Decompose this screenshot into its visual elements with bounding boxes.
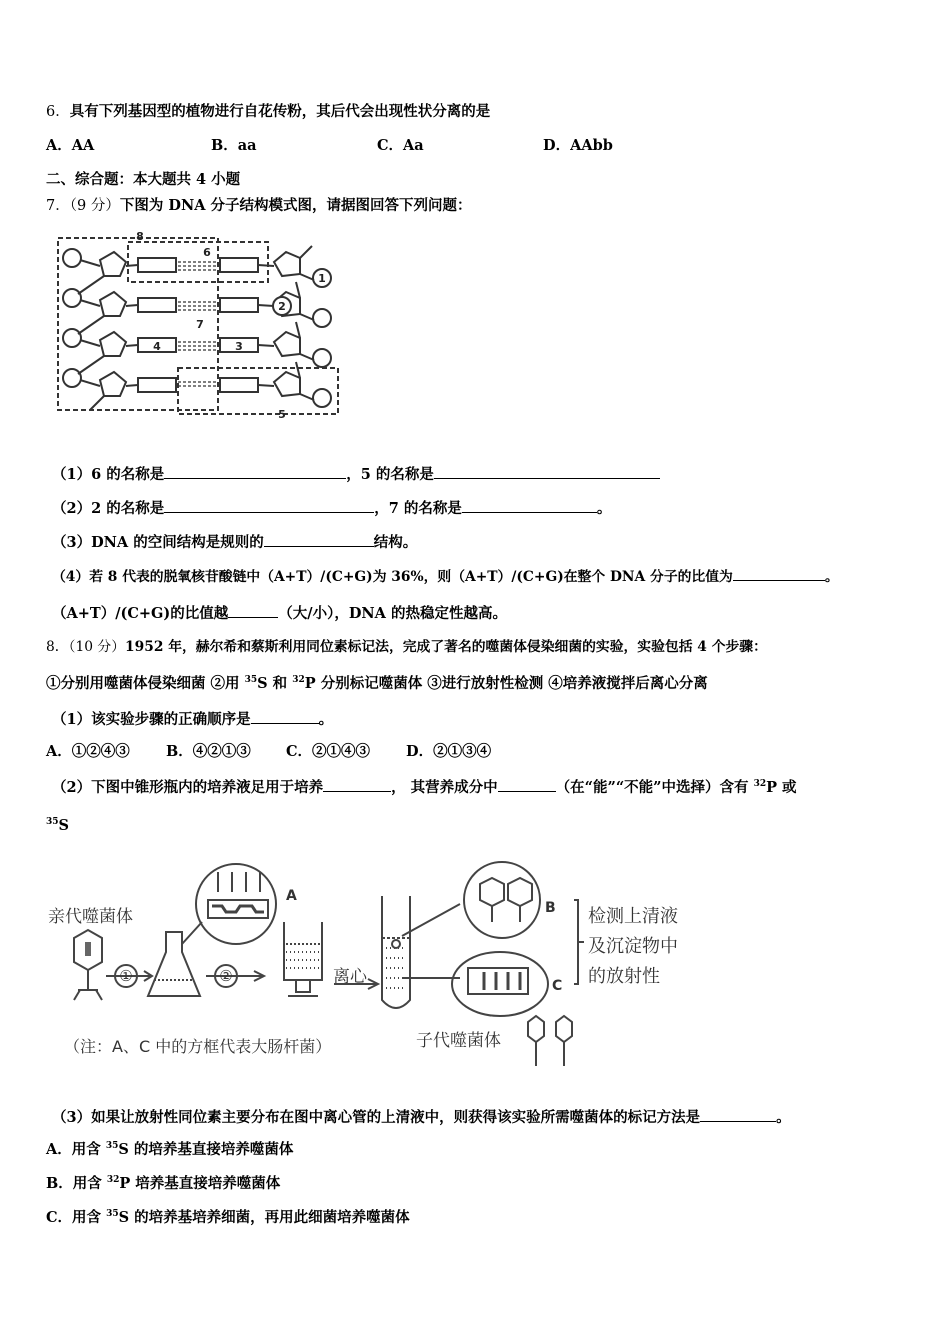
q8-sub3-option-b[interactable]: B．用含 $^{32}$P 培养基直接培养噬菌体	[46, 1175, 281, 1192]
q7-sub4-blank[interactable]	[733, 565, 825, 581]
dna-label-6: 6	[203, 246, 211, 259]
q8-sub1: （1）该实验步骤的正确顺序是 。	[52, 708, 333, 730]
dna-label-8: 8	[136, 230, 144, 243]
dna-label-2: 2	[278, 300, 286, 313]
fig-child-phage: 子代噬菌体	[416, 1031, 501, 1051]
q6-option-a[interactable]: A．AA	[46, 137, 95, 154]
phage-experiment-diagram	[40, 860, 720, 1072]
dna-label-4: 4	[153, 340, 161, 353]
fig-label-b: B	[545, 900, 556, 916]
q8-sub3-option-c[interactable]: C．用含 $^{35}$S 的培养基培养细菌，再用此细菌培养噬菌体	[46, 1209, 410, 1226]
dna-label-3: 3	[235, 340, 243, 353]
dna-structure-diagram	[50, 226, 350, 422]
q8-sub3-option-a[interactable]: A．用含 $^{35}$S 的培养基直接培养噬菌体	[46, 1141, 294, 1158]
q7-sub3: （3）DNA 的空间结构是规则的 结构。	[52, 531, 417, 553]
q8-sub2-blank-1[interactable]	[323, 776, 391, 792]
fig-note: （注：A、C 中的方框代表大肠杆菌）	[64, 1037, 332, 1056]
fig-step-2: ②	[219, 967, 233, 985]
q8-option-b[interactable]: B．④②①③	[166, 743, 251, 760]
fig-detect-line3: 的放射性	[588, 966, 660, 987]
q8-sub2-blank-2[interactable]	[498, 776, 556, 792]
q8-sub3-blank[interactable]	[700, 1106, 776, 1122]
dna-label-7: 7	[196, 318, 204, 331]
q8-option-d[interactable]: D．②①③④	[406, 743, 492, 760]
q8-sub3: （3）如果让放射性同位素主要分布在图中离心管的上清液中，则获得该实验所需噬菌体的标记方法是 。	[52, 1106, 791, 1128]
q6-option-d[interactable]: D．AAbb	[543, 137, 613, 154]
q8-sub2-tail: $^{35}$S	[46, 817, 70, 834]
q7-sub2-blank-2[interactable]	[462, 497, 597, 513]
q7-sub1-blank-2[interactable]	[434, 463, 660, 479]
q8-sub2: （2）下图中锥形瓶内的培养液足用于培养 ， 其营养成分中 （在“能”“不能”中选择）含有 $^{32}$P 或	[52, 776, 797, 798]
fig-centrifuge: 离心	[333, 967, 367, 987]
q8-steps: ①分别用噬菌体侵染细菌 ②用 $^{35}$S 和 $^{32}$P 分别标记噬菌体 ③进行放射性检测 ④培养液搅拌后离心分离	[46, 675, 708, 692]
q7-sub4: （4）若 8 代表的脱氧核苷酸链中（A+T）/(C+G)为 36%，则（A+T）/(C+G)在整个 DNA 分子的比值为 。	[52, 565, 839, 587]
q8-sub1-blank[interactable]	[251, 708, 319, 724]
q6-option-b[interactable]: B．aa	[211, 137, 257, 154]
q7-sub4-continued: （A+T）/(C+G)的比值越 （大/小），DNA 的热稳定性越高。	[52, 602, 507, 624]
q8-option-c[interactable]: C．②①④③	[286, 743, 371, 760]
q7-sub2-blank-1[interactable]	[164, 497, 374, 513]
fig-detect-line1: 检测上清液	[588, 906, 678, 927]
q7-sub4-blank-2[interactable]	[228, 602, 278, 618]
q6-stem: 6．具有下列基因型的植物进行自花传粉，其后代会出现性状分离的是	[46, 103, 491, 120]
dna-label-1: 1	[318, 272, 326, 285]
fig-label-a: A	[286, 888, 297, 904]
fig-label-c: C	[552, 978, 563, 994]
q7-stem: 7．（9 分）下图为 DNA 分子结构模式图，请据图回答下列问题：	[46, 197, 472, 214]
q8-stem: 8．（10 分）1952 年，赫尔希和蔡斯利用同位素标记法，完成了著名的噬菌体侵染细菌的实验，实验包括 4 个步骤：	[46, 639, 767, 655]
section-title: 二、综合题：本大题共 4 小题	[46, 171, 241, 188]
fig-step-1: ①	[119, 967, 133, 985]
q6-option-c[interactable]: C．Aa	[377, 137, 424, 154]
fig-detect-line2: 及沉淀物中	[588, 936, 678, 957]
q7-sub1-blank-1[interactable]	[164, 463, 346, 479]
q7-sub2: （2）2 的名称是 ，7 的名称是 。	[52, 497, 611, 519]
q8-option-a[interactable]: A．①②④③	[46, 743, 130, 760]
q7-sub3-blank[interactable]	[264, 531, 374, 547]
dna-label-5: 5	[278, 408, 286, 421]
q7-sub1: （1）6 的名称是 ，5 的名称是	[52, 463, 660, 485]
fig-parent-phage: 亲代噬菌体	[48, 907, 133, 927]
